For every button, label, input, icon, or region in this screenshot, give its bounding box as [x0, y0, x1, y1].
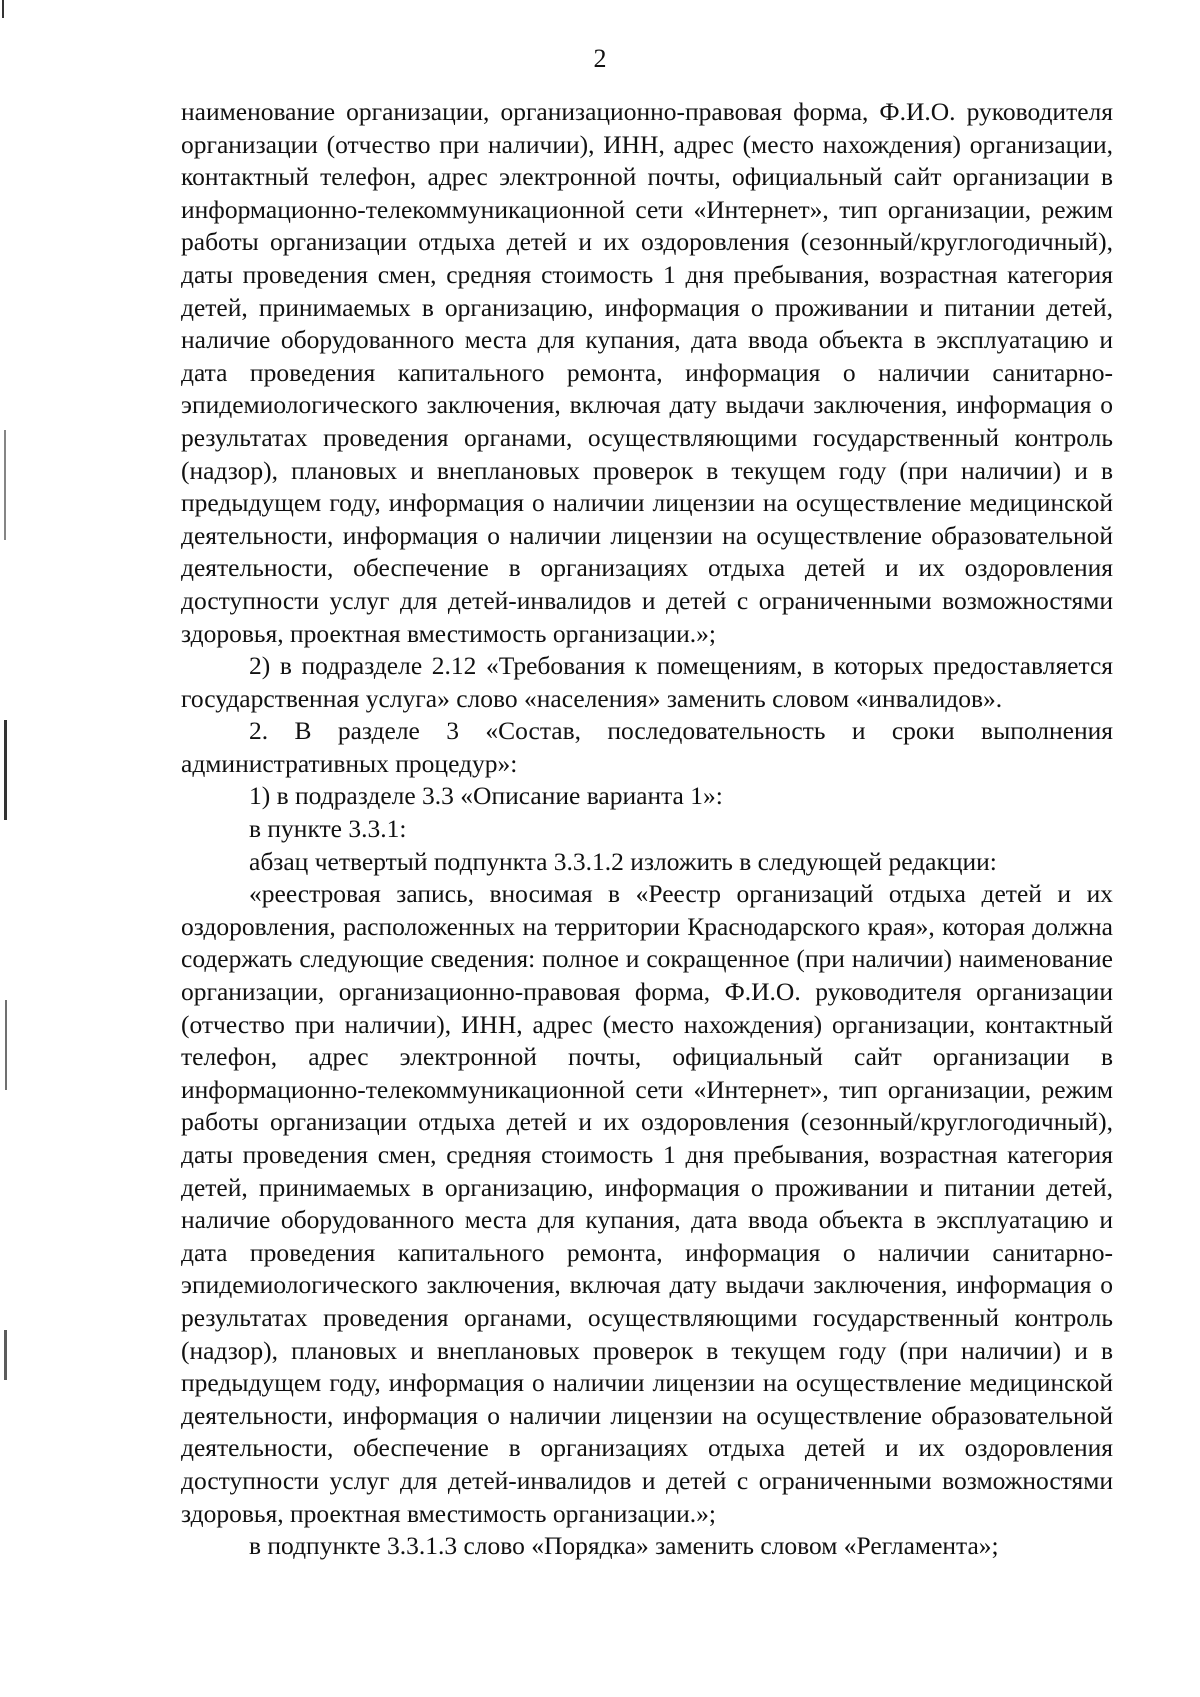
- paragraph-registry-continuation: наименование организации, организационно-правовая форма, Ф.И.О. руководителя организации (отчество при наличии), ИНН, адрес (место нахождения) организации, контактный телефон, адрес электронной почты, официальный сайт организации в информационно-телекоммуникационной сети «Интернет», тип организации, режим работы организации отдыха детей и их оздоровления (сезонный/круглогодичный), даты проведения смен, средняя стоимость 1 дня пребывания, возрастная категория детей, принимаемых в организацию, информация о проживании и питании детей, наличие оборудованного места для купания, дата ввода объекта в эксплуатацию и дата проведения капитального ремонта, информация о наличии санитарно-эпидемиологического заключения, включая дату выдачи заключения, информация о результатах проведения органами, осуществляющими государственный контроль (надзор), плановых и внеплановых проверок в текущем году (при наличии) и в предыдущем году, информация о наличии лицензии на осуществление медицинской деятельности, информация о наличии лицензии на осуществление образовательной деятельности, обеспечение в организациях отдыха детей и их оздоровления доступности услуг для детей-инвалидов и детей с ограниченными возможностями здоровья, проектная вместимость организации.»;: [181, 97, 1113, 648]
- scan-edge-artifacts: [0, 0, 14, 1697]
- scan-mark: [5, 1000, 7, 1090]
- paragraph-registry-entry-quote: «реестровая запись, вносимая в «Реестр организаций отдыха детей и их оздоровления, расположенных на территории Краснодарского края», которая должна содержать следующие сведения: полное и сокращенное (при наличии) наименование организации, организационно-правовая форма, Ф.И.О. руководителя организации (отчество при наличии), ИНН, адрес (место нахождения) организации, контактный телефон, адрес электронной почты, официальный сайт организации в информационно-телекоммуникационной сети «Интернет», тип организации, режим работы организации отдыха детей и их оздоровления (сезонный/круглогодичный), даты проведения смен, средняя стоимость 1 дня пребывания, возрастная категория детей, принимаемых в организацию, информация о проживании и питании детей, наличие оборудованного места для купания, дата ввода объекта в эксплуатацию и дата проведения капитального ремонта, информация о наличии санитарно-эпидемиологического заключения, включая дату выдачи заключения, информация о результатах проведения органами, осуществляющими государственный контроль (надзор), плановых и внеплановых проверок в текущем году (при наличии) и в предыдущем году, информация о наличии лицензии на осуществление медицинской деятельности, информация о наличии лицензии на осуществление образовательной деятельности, обеспечение в организациях отдыха детей и их оздоровления доступности услуг для детей-инвалидов и детей с ограниченными возможностями здоровья, проектная вместимость организации.»;: [181, 879, 1113, 1528]
- paragraph-subsection-3-3: 1) в подразделе 3.3 «Описание варианта 1»:: [249, 781, 723, 811]
- scan-mark: [2, 0, 4, 18]
- scan-mark: [4, 1330, 7, 1380]
- page-number: 2: [593, 44, 607, 73]
- paragraph-subsection-2-12: 2) в подразделе 2.12 «Требования к помещениям, в которых предоставляется государственная услуга» слово «населения» заменить словом «инвалидов».: [181, 651, 1113, 713]
- scan-mark: [4, 720, 7, 820]
- paragraph-subpoint-3-3-1-3: в подпункте 3.3.1.3 слово «Порядка» заменить словом «Регламента»;: [249, 1531, 999, 1561]
- paragraph-section-3: 2. В разделе 3 «Состав, последовательность и сроки выполнения административных процедур»:: [181, 716, 1113, 778]
- scan-mark: [4, 430, 6, 540]
- paragraph-subpoint-3-3-1-2: абзац четвертый подпункта 3.3.1.2 изложить в следующей редакции:: [249, 846, 997, 876]
- paragraph-point-3-3-1: в пункте 3.3.1:: [249, 814, 407, 844]
- document-body: [181, 96, 1113, 1563]
